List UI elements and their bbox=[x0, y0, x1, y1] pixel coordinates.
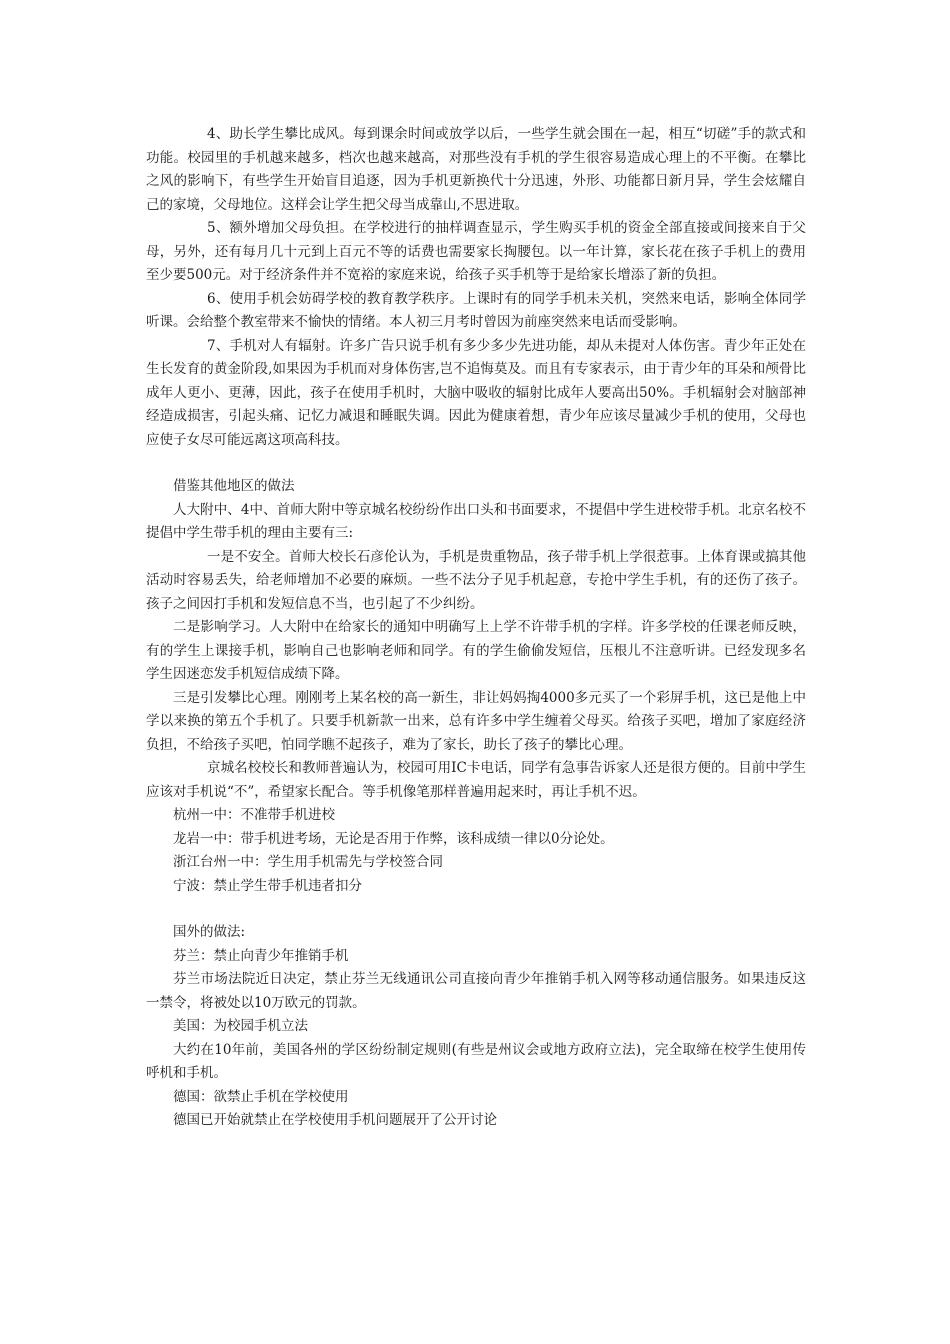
paragraph-item4: 4、助长学生攀比成风。每到课余时间或放学以后，一些学生就会围在一起，相互“切磋”手的款式和功能。校园里的手机越来越多，档次也越来越高，对那些没有手机的学生很容易造成心理上的不平衡。在攀比之风的影响下，有些学生开始盲目追逐，因为手机更新换代十分迅速，外形、功能都日新月异，学生会炫耀自己的家境，父母地位。这样会让学生把父母当成靠山,不思进取。 bbox=[146, 126, 806, 213]
paragraph-germany-body: 德国已开始就禁止在学校使用手机问题展开了公开讨论 bbox=[173, 1112, 497, 1128]
paragraph-domestic-intro: 人大附中、4中、首师大附中等京城名校纷纷作出口头和书面要求，不提倡中学生进校带手机。北京名校不提倡中学生带手机的理由主要有三: bbox=[146, 501, 806, 541]
paragraph-consensus: 京城名校校长和教师普遍认为，校园可用IC卡电话，同学有急事告诉家人还是很方便的。目前中学生应该对手机说“不”，希望家长配合。等手机像笔那样普遍用起来时，再让手机不迟。 bbox=[146, 760, 806, 800]
paragraph-reason1: 一是不安全。首师大校长石彦伦认为，手机是贵重物品，孩子带手机上学很惹事。上体育课或搞其他活动时容易丢失，给老师增加不必要的麻烦。一些不法分子见手机起意，专抢中学生手机，有的还伤了孩子。孩子之间因打手机和发短信息不当，也引起了不少纠纷。 bbox=[146, 548, 806, 612]
line-finland-title: 芬兰：禁止向青少年推销手机 bbox=[173, 947, 349, 964]
section-heading-domestic: 借鉴其他地区的做法 bbox=[173, 478, 295, 494]
line-longyan: 龙岩一中：带手机进考场，无论是否用于作弊，该科成绩一律以0分论处。 bbox=[173, 830, 614, 847]
paragraph-usa-body: 大约在10年前，美国各州的学区纷纷制定规则(有些是州议会或地方政府立法)，完全取缔在校学生使用传呼机和手机。 bbox=[146, 1041, 806, 1081]
spacer bbox=[146, 452, 806, 475]
paragraph-reason3: 三是引发攀比心理。刚刚考上某名校的高一新生，非让妈妈掏4000多元买了一个彩屏手机，这已是他上中学以来换的第五个手机了。只要手机新款一出来，总有许多中学生缠着父母买。给孩子买吧，增加了家庭经济负担，不给孩子买吧，怕同学瞧不起孩子，难为了家长，助长了孩子的攀比心理。 bbox=[146, 689, 806, 753]
paragraph-finland-body: 芬兰市场法院近日决定，禁止芬兰无线通讯公司直接向青少年推销手机入网等移动通信服务。如果违反这一禁令，将被处以10万欧元的罚款。 bbox=[146, 971, 806, 1011]
line-ningbo: 宁波：禁止学生带手机违者扣分 bbox=[173, 877, 362, 894]
paragraph-reason2: 二是影响学习。人大附中在给家长的通知中明确写上上学不许带手机的字样。许多学校的任课老师反映，有的学生上课接手机，影响自己也影响老师和同学。有的学生偷偷发短信，压根儿不注意听讲。已经发现多名学生因迷恋发手机短信成绩下降。 bbox=[146, 619, 806, 682]
line-hangzhou: 杭州一中：不准带手机进校 bbox=[173, 807, 335, 823]
paragraph-item7: 7、手机对人有辐射。许多广告只说手机有多少多少先进功能，却从未提对人体伤害。青少年正处在生长发育的黄金阶段,如果因为手机而对身体伤害,岂不追悔莫及。而且有专家表示，由于青少年的耳朵和颅骨比成年人更小、更薄，因此，孩子在使用手机时，大脑中吸收的辐射比成年人要高出50%。手机辐射会对脑部神经造成损害，引起头痛、记忆力减退和睡眠失调。因此为健康着想，青少年应该尽量减少手机的使用，父母也应使子女尽可能远离这项高科技。 bbox=[146, 337, 806, 448]
line-usa-title: 美国：为校园手机立法 bbox=[173, 1018, 308, 1034]
paragraph-item5: 5、额外增加父母负担。在学校进行的抽样调查显示，学生购买手机的资金全部直接或间接来自于父母，另外，还有每月几十元到上百元不等的话费也需要家长掏腰包。以一年计算，家长花在孩子手机上的费用至少要500元。对于经济条件并不宽裕的家庭来说，给孩子买手机等于是给家长增添了新的负担。 bbox=[146, 220, 806, 283]
section-heading-foreign: 国外的做法: bbox=[173, 924, 246, 940]
line-germany-title: 德国：欲禁止手机在学校使用 bbox=[173, 1088, 349, 1105]
document-page bbox=[146, 123, 806, 1133]
spacer bbox=[146, 898, 806, 921]
line-taizhou: 浙江台州一中：学生用手机需先与学校签合同 bbox=[173, 854, 443, 870]
paragraph-item6: 6、使用手机会妨碍学校的教育教学秩序。上课时有的同学手机未关机，突然来电话，影响全体同学听课。会给整个教室带来不愉快的情绪。本人初三月考时曾因为前座突然来电话而受影响。 bbox=[146, 290, 806, 330]
